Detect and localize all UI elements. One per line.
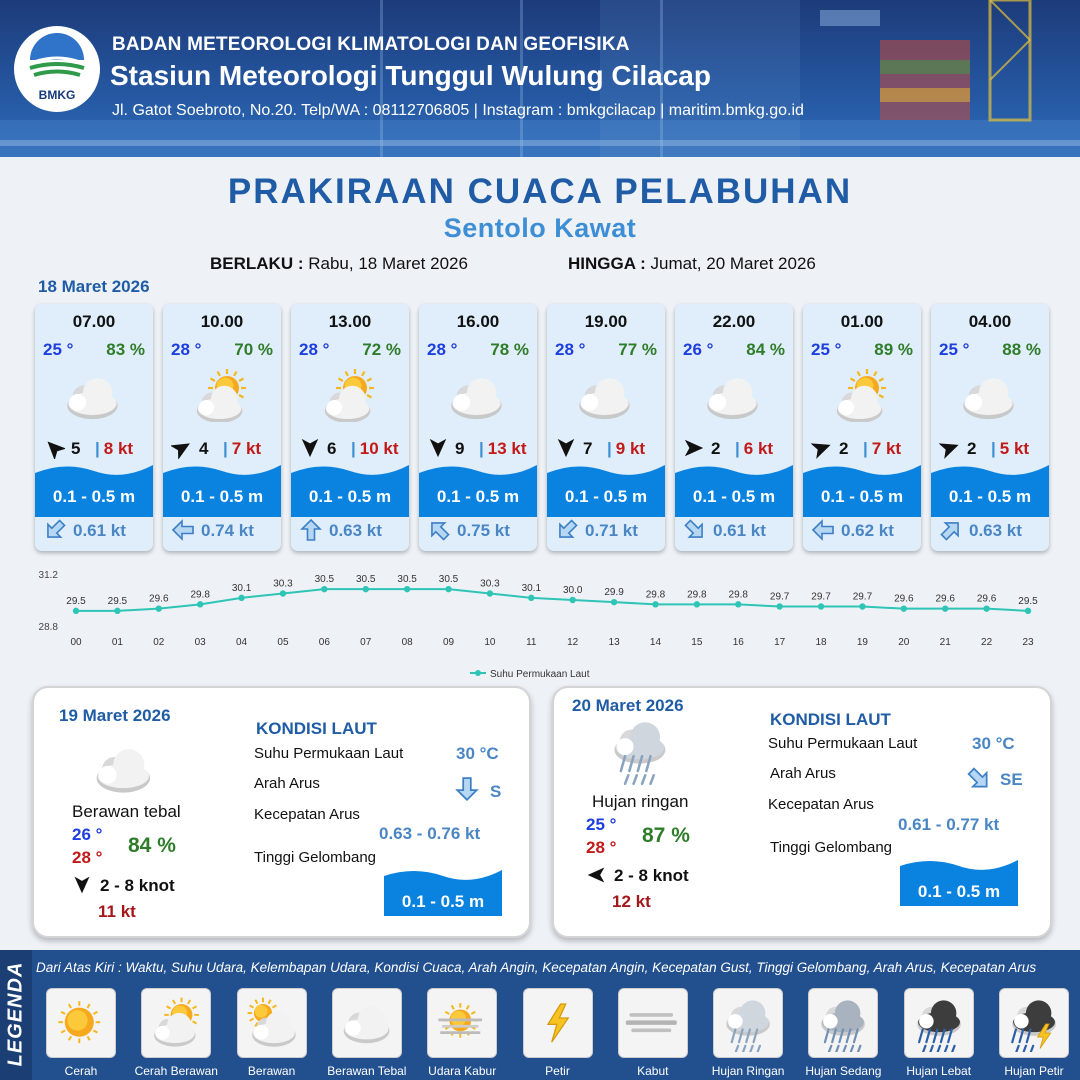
valid-to-label: HINGGA : xyxy=(568,254,646,273)
legend-icon-box xyxy=(713,988,783,1058)
legend-description: Dari Atas Kiri : Waktu, Suhu Udara, Kelembapan Udara, Kondisi Cuaca, Arah Angin, Kecepatan Angin, Kecepatan Gust, Tinggi Gelombang, Arah Arus, Kecepatan Arus xyxy=(36,960,1037,975)
x-tick-label: 10 xyxy=(484,637,496,648)
hujan-petir-icon xyxy=(1005,996,1065,1052)
berawan-tebal-icon xyxy=(445,368,511,422)
bmkg-logo-icon xyxy=(14,26,100,86)
day3-kondisi-title: KONDISI LAUT xyxy=(770,710,891,729)
data-label: 29.7 xyxy=(852,591,873,603)
legend-icon-box xyxy=(427,988,497,1058)
data-label: 29.9 xyxy=(604,587,624,599)
legend-label: Hujan Petir xyxy=(1004,1064,1064,1078)
x-tick-label: 03 xyxy=(194,637,206,648)
day3-current-dir-label: Arah Arus xyxy=(770,765,836,782)
current-direction-icon xyxy=(811,518,835,542)
x-tick-label: 01 xyxy=(111,637,123,648)
data-label: 30.1 xyxy=(521,582,542,594)
forecast-time: 13.00 xyxy=(328,312,372,331)
wind-speed: 2 xyxy=(711,439,721,458)
berawan-tebal-icon xyxy=(701,368,767,422)
logo-text: BMKG xyxy=(38,88,76,102)
day2-current-dir: S xyxy=(490,782,502,801)
data-point xyxy=(776,603,782,609)
current-speed: 0.75 kt xyxy=(457,521,510,540)
cerah-berawan-icon xyxy=(317,368,383,422)
wind-direction-icon xyxy=(683,437,705,459)
current-direction-icon xyxy=(171,518,195,542)
series-line xyxy=(76,589,1028,611)
gust-value: 8 kt xyxy=(103,439,134,458)
day2-temp-max: 28 ° xyxy=(72,848,103,867)
x-tick-label: 20 xyxy=(898,637,910,648)
data-label: 29.6 xyxy=(894,593,914,605)
forecast-time: 10.00 xyxy=(200,312,244,331)
forecast-temp: 28 ° xyxy=(427,340,458,359)
legend-icon-box xyxy=(141,988,211,1058)
data-point xyxy=(611,599,617,605)
wind-direction-icon xyxy=(555,437,577,459)
wind-speed: 6 xyxy=(327,439,337,458)
current-direction-icon xyxy=(299,518,323,542)
sea-temperature-chart xyxy=(30,562,1070,684)
data-point xyxy=(445,586,451,592)
data-label: 29.6 xyxy=(976,593,997,605)
legend-title: LEGENDA xyxy=(4,961,27,1067)
x-tick-label: 18 xyxy=(815,637,827,648)
day2-current-speed: 0.63 - 0.76 kt xyxy=(379,824,481,843)
data-label: 30.5 xyxy=(438,574,459,586)
data-label: 29.8 xyxy=(645,589,666,601)
organization-name: BADAN METEOROLOGI KLIMATOLOGI DAN GEOFISIKA xyxy=(112,34,630,55)
data-label: 29.5 xyxy=(66,595,86,607)
wind-direction-icon xyxy=(939,437,961,459)
gust-speed: | 13 kt xyxy=(479,439,527,458)
data-point xyxy=(73,608,79,614)
wave-height: 0.1 - 0.5 m xyxy=(564,487,648,506)
gust-value: 7 kt xyxy=(871,439,902,458)
port-name: Sentolo Kawat xyxy=(443,213,637,243)
forecast-time: 16.00 xyxy=(456,312,500,331)
wave-height: 0.1 - 0.5 m xyxy=(820,487,904,506)
data-point xyxy=(652,601,658,607)
legend-icon-box xyxy=(332,988,402,1058)
day2-kondisi-title: KONDISI LAUT xyxy=(256,719,377,738)
x-tick-label: 21 xyxy=(939,637,951,648)
gust-value: 10 kt xyxy=(359,439,399,458)
legend-icon-box xyxy=(523,988,593,1058)
forecast-humidity: 70 % xyxy=(234,340,273,359)
legend-label: Cerah Berawan xyxy=(134,1064,218,1078)
x-tick-label: 14 xyxy=(649,637,662,648)
gust-speed: | 7 kt xyxy=(863,439,902,458)
x-tick-label: 00 xyxy=(70,637,82,648)
wave-height: 0.1 - 0.5 m xyxy=(692,487,776,506)
cerah-berawan-icon xyxy=(189,368,255,422)
legend-icon-box xyxy=(999,988,1069,1058)
valid-to xyxy=(568,254,816,274)
berawan-tebal-icon xyxy=(338,996,398,1052)
x-tick-label: 07 xyxy=(360,637,372,648)
x-tick-label: 16 xyxy=(732,637,744,648)
data-label: 29.6 xyxy=(149,593,169,605)
hujan-ringan-icon xyxy=(719,996,779,1052)
cerah-berawan-icon xyxy=(829,368,895,422)
current-direction-icon xyxy=(555,518,579,542)
forecast-temp: 25 ° xyxy=(939,340,970,359)
current-speed: 0.74 kt xyxy=(201,521,254,540)
x-tick-label: 06 xyxy=(318,637,330,648)
data-point xyxy=(280,590,286,596)
day2-humidity: 84 % xyxy=(128,834,176,857)
y-tick-label: 28.8 xyxy=(38,622,58,633)
wind-direction-icon xyxy=(43,437,65,459)
x-tick-label: 13 xyxy=(608,637,620,648)
gust-speed: | 7 kt xyxy=(223,439,262,458)
gust-speed: | 5 kt xyxy=(991,439,1030,458)
data-point xyxy=(735,601,741,607)
forecast-temp: 25 ° xyxy=(811,340,842,359)
current-direction-icon xyxy=(43,518,67,542)
legend-label: Hujan Sedang xyxy=(805,1064,882,1078)
day2-sst-value: 30 °C xyxy=(456,744,499,763)
header-banner xyxy=(0,0,1080,157)
kabut-icon xyxy=(624,996,684,1052)
data-point xyxy=(859,603,865,609)
gust-speed: | 9 kt xyxy=(607,439,646,458)
wind-speed: 2 xyxy=(967,439,977,458)
day3-current-arrow-icon xyxy=(966,766,992,792)
wind-speed: 9 xyxy=(455,439,465,458)
day3-wind-arrow-icon xyxy=(586,865,606,885)
data-label: 29.8 xyxy=(728,589,748,601)
x-tick-label: 23 xyxy=(1022,637,1034,648)
forecast-card xyxy=(803,304,921,551)
forecast-card xyxy=(675,304,793,551)
day3-temp-min: 25 ° xyxy=(586,815,617,834)
forecast-humidity: 77 % xyxy=(618,340,657,359)
station-address: Jl. Gatot Soebroto, No.20. Telp/WA : 08112706805 | Instagram : bmkgcilacap | maritim.bmkg.go.id xyxy=(112,102,804,119)
gust-speed: | 6 kt xyxy=(735,439,774,458)
day2-current-dir-label: Arah Arus xyxy=(254,775,320,792)
data-point xyxy=(983,605,989,611)
legend-label: Hujan Ringan xyxy=(711,1064,785,1078)
forecast-humidity: 88 % xyxy=(1002,340,1041,359)
data-point xyxy=(569,597,575,603)
day3-sst-label: Suhu Permukaan Laut xyxy=(768,735,918,752)
wind-direction-icon xyxy=(811,437,833,459)
day2-wind-arrow-icon xyxy=(72,875,92,895)
wave-height: 0.1 - 0.5 m xyxy=(308,487,392,506)
day3-weather-icon xyxy=(606,718,676,788)
data-point xyxy=(404,586,410,592)
wave-height: 0.1 - 0.5 m xyxy=(436,487,520,506)
x-tick-label: 08 xyxy=(401,637,413,648)
legend-icon-box xyxy=(46,988,116,1058)
day3-wave-label: Tinggi Gelombang xyxy=(770,839,893,856)
data-label: 29.7 xyxy=(811,591,831,603)
forecast-card xyxy=(163,304,281,551)
data-label: 30.5 xyxy=(356,574,376,586)
forecast-temp: 28 ° xyxy=(171,340,202,359)
forecast-card xyxy=(931,304,1049,551)
berawan-icon xyxy=(243,996,303,1052)
day3-current-speed: 0.61 - 0.77 kt xyxy=(898,815,1000,834)
bmkg-logo xyxy=(14,26,100,112)
udara-kabur-icon xyxy=(433,996,493,1052)
data-label: 29.7 xyxy=(769,591,790,603)
forecast-humidity: 83 % xyxy=(106,340,145,359)
legend-label: Hujan Lebat xyxy=(906,1064,972,1078)
data-point xyxy=(156,605,162,611)
berawan-tebal-icon xyxy=(573,368,639,422)
day2-panel xyxy=(32,686,531,938)
current-direction-icon xyxy=(939,518,963,542)
hujan-lebat-icon xyxy=(910,996,970,1052)
forecast-humidity: 84 % xyxy=(746,340,785,359)
current-speed: 0.61 kt xyxy=(73,521,126,540)
forecast-time: 04.00 xyxy=(968,312,1012,331)
wind-speed: 2 xyxy=(839,439,849,458)
x-tick-label: 09 xyxy=(442,637,455,648)
wind-direction-icon xyxy=(171,437,193,459)
data-label: 29.8 xyxy=(687,589,707,601)
legend-label: Kabut xyxy=(637,1064,669,1078)
legend-label: Udara Kabur xyxy=(428,1064,497,1078)
current-direction-icon xyxy=(427,518,451,542)
day3-current-dir: SE xyxy=(1000,770,1023,789)
day3-condition: Hujan ringan xyxy=(592,792,689,811)
forecast-temp: 28 ° xyxy=(299,340,330,359)
data-point xyxy=(114,608,120,614)
forecast-humidity: 78 % xyxy=(490,340,529,359)
current-speed: 0.71 kt xyxy=(585,521,638,540)
legend-label: Cerah xyxy=(64,1064,98,1078)
x-tick-label: 05 xyxy=(277,637,289,648)
berawan-tebal-icon xyxy=(957,368,1023,422)
day2-current-speed-label: Kecepatan Arus xyxy=(254,806,360,823)
day2-current-arrow-icon xyxy=(454,776,480,802)
data-point xyxy=(238,595,244,601)
valid-to-value: Jumat, 20 Maret 2026 xyxy=(650,254,816,273)
day3-wave-height: 0.1 - 0.5 m xyxy=(917,882,1001,901)
forecast-card xyxy=(419,304,537,551)
data-label: 29.6 xyxy=(935,593,955,605)
legend-icon-box xyxy=(808,988,878,1058)
x-tick-label: 19 xyxy=(856,637,868,648)
forecast-time: 01.00 xyxy=(840,312,884,331)
current-speed: 0.63 kt xyxy=(329,521,382,540)
petir-icon xyxy=(529,996,589,1052)
gust-value: 13 kt xyxy=(487,439,527,458)
berawan-tebal-icon xyxy=(61,368,127,422)
day3-panel xyxy=(552,686,1052,938)
data-label: 30.3 xyxy=(273,578,293,590)
x-tick-label: 02 xyxy=(153,637,165,648)
y-tick-label: 31.2 xyxy=(38,570,58,581)
wind-speed: 5 xyxy=(71,439,81,458)
valid-from xyxy=(210,254,468,274)
x-tick-label: 15 xyxy=(691,637,703,648)
data-label: 29.5 xyxy=(1018,595,1038,607)
gust-speed: | 8 kt xyxy=(95,439,134,458)
data-label: 30.0 xyxy=(562,585,583,596)
wave-height: 0.1 - 0.5 m xyxy=(180,487,264,506)
forecast-time: 07.00 xyxy=(72,312,116,331)
day3-current-speed-label: Kecepatan Arus xyxy=(768,796,874,813)
current-speed: 0.61 kt xyxy=(713,521,766,540)
wind-direction-icon xyxy=(427,437,449,459)
legend-entry: Suhu Permukaan Laut xyxy=(490,669,590,680)
legend-label: Berawan Tebal xyxy=(327,1064,407,1078)
data-label: 30.5 xyxy=(397,574,417,586)
data-label: 30.3 xyxy=(480,578,500,590)
day3-temp-max: 28 ° xyxy=(586,838,617,857)
day2-weather-icon xyxy=(90,738,160,796)
wave-height: 0.1 - 0.5 m xyxy=(948,487,1032,506)
forecast-temp: 28 ° xyxy=(555,340,586,359)
day3-wind-speed: 2 - 8 knot xyxy=(614,866,689,885)
forecast-time: 19.00 xyxy=(584,312,628,331)
today-date: 18 Maret 2026 xyxy=(38,277,150,296)
data-label: 30.1 xyxy=(231,582,252,594)
legend-icon-box xyxy=(237,988,307,1058)
current-direction-icon xyxy=(683,518,707,542)
day2-wave-height: 0.1 - 0.5 m xyxy=(401,892,485,911)
valid-from-label: BERLAKU : xyxy=(210,254,304,273)
legend xyxy=(0,950,1080,1080)
day3-gust: 12 kt xyxy=(612,892,651,911)
cerah-berawan-icon xyxy=(147,996,207,1052)
gust-value: 5 kt xyxy=(999,439,1030,458)
x-tick-label: 22 xyxy=(981,637,993,648)
data-point xyxy=(528,595,534,601)
legend-icon-box xyxy=(618,988,688,1058)
data-point xyxy=(1025,608,1031,614)
day2-sst-label: Suhu Permukaan Laut xyxy=(254,745,404,762)
forecast-card xyxy=(291,304,409,551)
x-tick-label: 17 xyxy=(774,637,786,648)
wind-speed: 4 xyxy=(199,439,209,458)
wind-direction-icon xyxy=(299,437,321,459)
current-speed: 0.62 kt xyxy=(841,521,894,540)
wave-height: 0.1 - 0.5 m xyxy=(52,487,136,506)
day2-wind-speed: 2 - 8 knot xyxy=(100,876,175,895)
forecast-temp: 26 ° xyxy=(683,340,714,359)
gust-value: 7 kt xyxy=(231,439,262,458)
day2-wave-label: Tinggi Gelombang xyxy=(254,849,377,866)
data-label: 29.8 xyxy=(190,589,210,601)
data-point xyxy=(487,590,493,596)
wind-speed: 7 xyxy=(583,439,593,458)
data-point xyxy=(942,605,948,611)
page-title: PRAKIRAAN CUACA PELABUHAN xyxy=(227,172,853,211)
gust-value: 6 kt xyxy=(743,439,774,458)
day3-sst-value: 30 °C xyxy=(972,734,1015,753)
data-point xyxy=(197,601,203,607)
x-tick-label: 04 xyxy=(236,637,248,648)
day2-temp-min: 26 ° xyxy=(72,825,103,844)
forecast-time: 22.00 xyxy=(712,312,756,331)
hujan-sedang-icon xyxy=(814,996,874,1052)
valid-from-value: Rabu, 18 Maret 2026 xyxy=(308,254,468,273)
forecast-card xyxy=(547,304,665,551)
day3-humidity: 87 % xyxy=(642,824,690,847)
legend-swatch-point xyxy=(475,670,481,676)
forecast-humidity: 89 % xyxy=(874,340,913,359)
gust-speed: | 10 kt xyxy=(351,439,399,458)
data-label: 30.5 xyxy=(314,574,335,586)
legend-icon-box xyxy=(904,988,974,1058)
legend-label: Berawan xyxy=(247,1064,296,1078)
station-name: Stasiun Meteorologi Tunggul Wulung Cilacap xyxy=(110,60,711,91)
data-point xyxy=(321,586,327,592)
legend-side xyxy=(0,950,32,1080)
forecast-temp: 25 ° xyxy=(43,340,74,359)
data-point xyxy=(363,586,369,592)
legend-label: Petir xyxy=(545,1064,570,1078)
x-tick-label: 11 xyxy=(526,637,537,648)
cerah-icon xyxy=(52,996,112,1052)
gust-value: 9 kt xyxy=(615,439,646,458)
forecast-card xyxy=(35,304,153,551)
day2-condition: Berawan tebal xyxy=(72,802,181,821)
data-point xyxy=(818,603,824,609)
current-speed: 0.63 kt xyxy=(969,521,1022,540)
day2-date: 19 Maret 2026 xyxy=(59,706,171,725)
x-tick-label: 12 xyxy=(567,637,579,648)
data-point xyxy=(694,601,700,607)
data-label: 29.5 xyxy=(107,595,128,607)
forecast-humidity: 72 % xyxy=(362,340,401,359)
day3-date: 20 Maret 2026 xyxy=(572,696,684,715)
data-point xyxy=(901,605,907,611)
day2-gust: 11 kt xyxy=(98,902,136,921)
